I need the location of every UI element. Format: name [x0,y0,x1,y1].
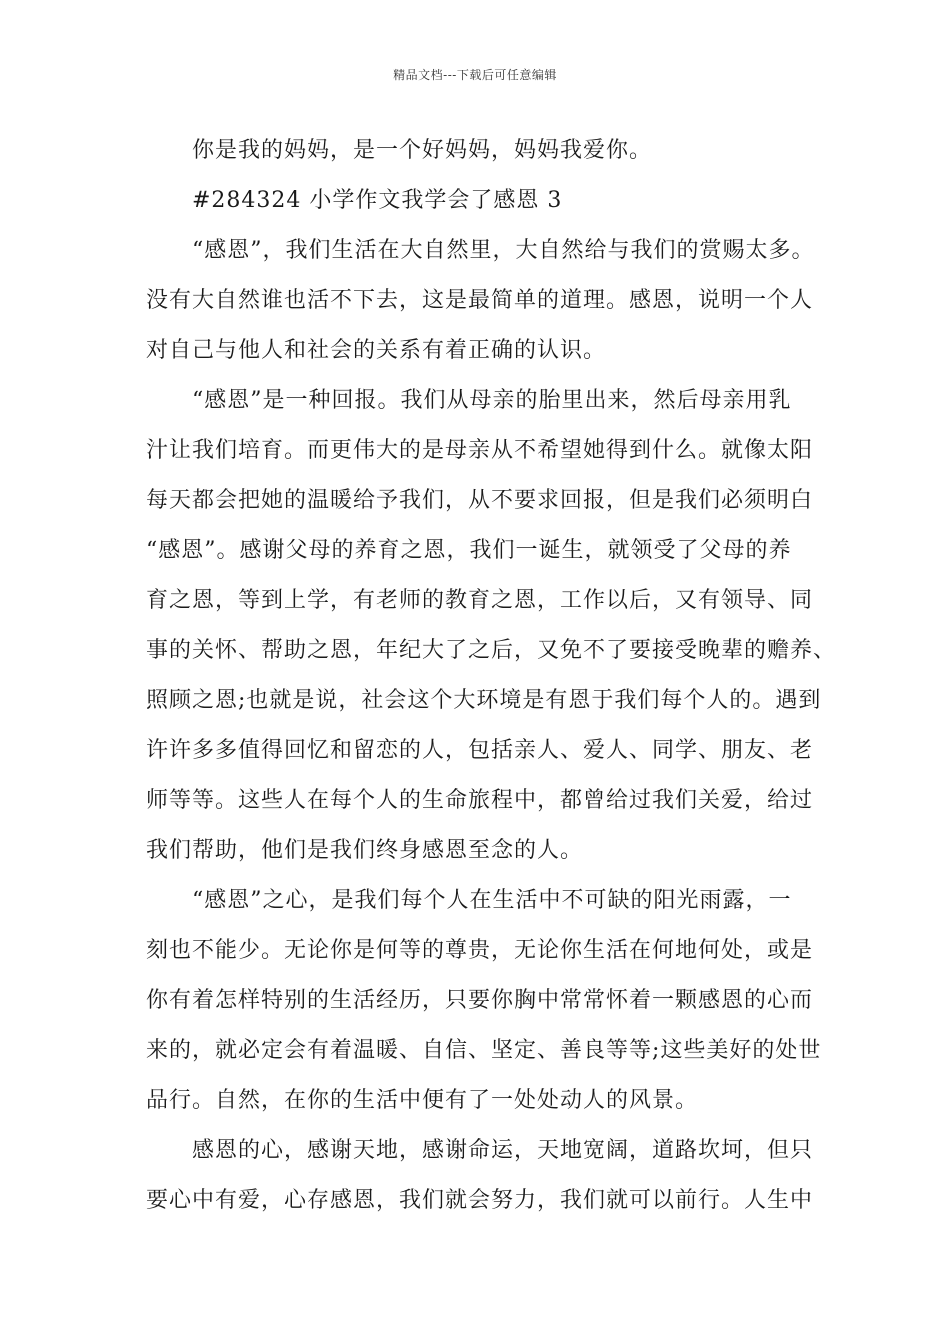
text-line: 你是我的妈妈，是一个好妈妈，妈妈我爱你。 [146,138,653,163]
text-line: “感恩”是一种回报。我们从母亲的胎里出来，然后母亲用乳 [146,388,792,413]
text-line: 许许多多值得回忆和留恋的人，包括亲人、爱人、同学、朋友、老 [146,738,814,763]
text-line: 没有大自然谁也活不下去，这是最简单的道理。感恩，说明一个人 [146,288,814,313]
text-line: 育之恩，等到上学，有老师的教育之恩，工作以后，又有领导、同 [146,588,814,613]
text-line: “感恩”。感谢父母的养育之恩，我们一诞生，就领受了父母的养 [146,538,792,563]
text-line: 感恩的心，感谢天地，感谢命运，天地宽阔，道路坎坷，但只 [146,1138,814,1163]
text-line: 照顾之恩;也就是说，社会这个大环境是有恩于我们每个人的。遇到 [146,688,822,713]
text-line: 刻也不能少。无论你是何等的尊贵，无论你生活在何地何处，或是 [146,938,814,963]
text-line: 来的，就必定会有着温暖、自信、坚定、善良等等;这些美好的处世 [146,1038,822,1063]
text-line: 事的关怀、帮助之恩，年纪大了之后，又免不了要接受晚辈的赡养、 [146,638,837,663]
text-line: #284324 小学作文我学会了感恩 3 [146,188,563,213]
text-line: 你有着怎样特别的生活经历，只要你胸中常常怀着一颗感恩的心而 [146,988,814,1013]
text-line: “感恩”，我们生活在大自然里，大自然给与我们的赏赐太多。 [146,238,815,263]
text-line: 师等等。这些人在每个人的生命旅程中，都曾给过我们关爱，给过 [146,788,814,813]
text-line: 汁让我们培育。而更伟大的是母亲从不希望她得到什么。就像太阳 [146,438,814,463]
text-line: 每天都会把她的温暖给予我们，从不要求回报，但是我们必须明白 [146,488,814,513]
text-line: 品行。自然，在你的生活中便有了一处处动人的风景。 [146,1088,699,1113]
text-line: 对自己与他人和社会的关系有着正确的认识。 [146,338,607,363]
text-line: 我们帮助，他们是我们终身感恩至念的人。 [146,838,584,863]
page-header: 精品文档---下载后可任意编辑 [393,68,557,82]
text-line: “感恩”之心，是我们每个人在生活中不可缺的阳光雨露，一 [146,888,792,913]
text-line: 要心中有爱，心存感恩，我们就会努力，我们就可以前行。人生中 [146,1188,814,1213]
